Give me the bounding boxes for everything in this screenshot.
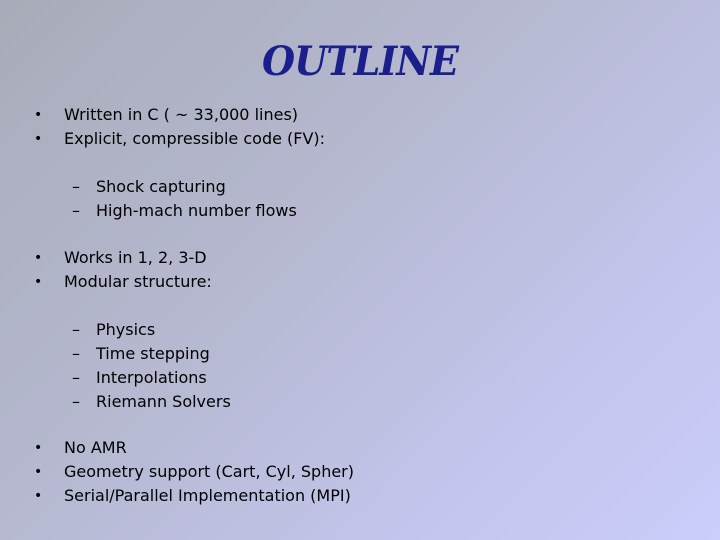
bullet-text: Serial/Parallel Implementation (MPI) [64, 486, 351, 505]
sub-bullet-text: Physics [96, 320, 156, 339]
bullet-dot-icon: • [34, 440, 43, 456]
bullet-text: No AMR [64, 438, 127, 457]
bullet-item [0, 270, 720, 294]
dash-icon: – [72, 177, 80, 196]
bullet-text: Written in C ( ~ 33,000 lines) [64, 105, 299, 124]
bullet-text: Geometry support (Cart, Cyl, Spher) [64, 462, 354, 481]
bullet-item [0, 103, 720, 127]
sub-bullet-group-code [0, 175, 720, 223]
sub-bullet-item [0, 366, 720, 390]
bullet-dot-icon: • [34, 250, 43, 266]
bullet-group-intro [0, 103, 720, 151]
bullet-dot-icon: • [34, 464, 43, 480]
sub-bullet-item [0, 175, 720, 199]
bullet-group-structure [0, 246, 720, 294]
bullet-dot-icon: • [34, 131, 43, 147]
dash-icon: – [72, 344, 80, 363]
sub-bullet-item [0, 318, 720, 342]
bullet-item [0, 436, 720, 460]
sub-bullet-group-modules [0, 318, 720, 414]
bullet-item [0, 246, 720, 270]
bullet-text: Works in 1, 2, 3-D [64, 248, 207, 267]
bullet-dot-icon: • [34, 274, 43, 290]
sub-bullet-text: High-mach number flows [96, 201, 297, 220]
dash-icon: – [72, 368, 80, 387]
slide-title: OUTLINE [261, 38, 459, 85]
sub-bullet-item [0, 390, 720, 414]
sub-bullet-text: Time stepping [96, 344, 210, 363]
dash-icon: – [72, 392, 80, 411]
sub-bullet-text: Shock capturing [96, 177, 226, 196]
dash-icon: – [72, 320, 80, 339]
bullet-group-features [0, 436, 720, 508]
sub-bullet-item [0, 342, 720, 366]
bullet-text: Explicit, compressible code (FV): [64, 129, 326, 148]
bullet-dot-icon: • [34, 107, 43, 123]
bullet-item [0, 127, 720, 151]
bullet-item [0, 484, 720, 508]
sub-bullet-text: Riemann Solvers [96, 392, 231, 411]
bullet-item [0, 460, 720, 484]
sub-bullet-item [0, 199, 720, 223]
bullet-dot-icon: • [34, 488, 43, 504]
sub-bullet-text: Interpolations [96, 368, 207, 387]
dash-icon: – [72, 201, 80, 220]
bullet-text: Modular structure: [64, 272, 212, 291]
